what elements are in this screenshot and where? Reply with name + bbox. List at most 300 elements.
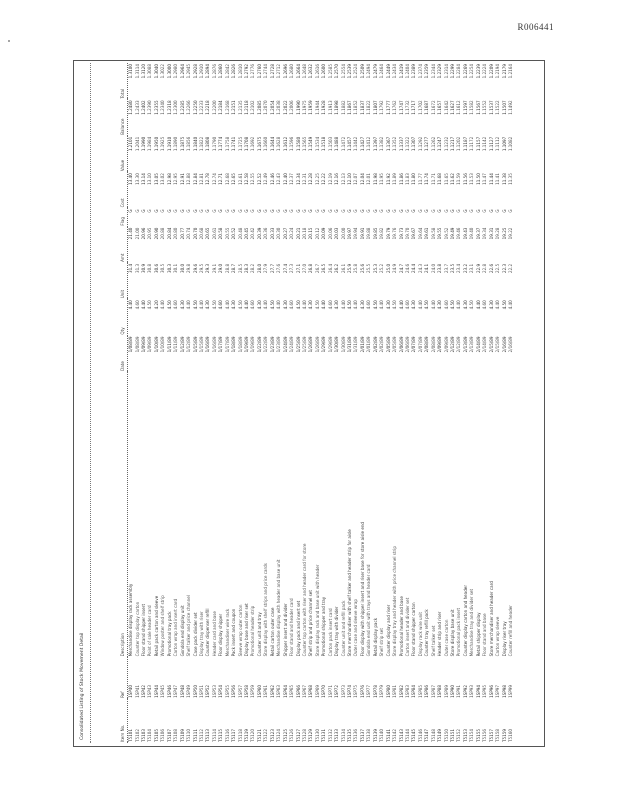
table-cell: 26.7 <box>314 263 320 274</box>
table-cell: 28.5 <box>237 263 243 274</box>
table-cell: 12.58 <box>244 173 250 185</box>
table-cell: 4.60 <box>173 300 179 310</box>
table-cell: 29.1 <box>211 263 217 274</box>
table-cell: Outer case and sleeve wrap <box>353 599 359 657</box>
table-cell: 24.4 <box>411 263 417 274</box>
table-cell: Merchandiser wire rack <box>224 608 230 657</box>
table-cell: 1.2539 <box>347 64 353 79</box>
table-cell: 1/12/89 <box>186 336 192 353</box>
table-cell: 1.2194 <box>495 64 501 79</box>
table-cell: G <box>147 209 153 213</box>
table-cell: 23.7 <box>443 263 449 274</box>
table-cell: 1.1984 <box>147 136 153 152</box>
table-row <box>508 63 514 743</box>
table-cell: 1.2509 <box>359 64 365 79</box>
table-cell: 4.50 <box>237 300 243 310</box>
table-cell: 1.1950 <box>153 136 159 152</box>
table-cell: T5120 <box>250 729 256 742</box>
table-cell: 1SP80 <box>385 685 391 698</box>
table-cell: Counter unit and refill pack <box>340 600 346 657</box>
table-cell: 11.38 <box>501 173 507 185</box>
table-cell: 1.1807 <box>372 100 378 115</box>
table-cell: 1.1597 <box>462 100 468 115</box>
table-cell: 1.1112 <box>495 136 501 152</box>
table-cell: 2/07/89 <box>411 336 417 353</box>
table-cell: 1.2696 <box>282 64 288 79</box>
table-cell: 1.2285 <box>179 100 185 115</box>
table-cell: 4.40 <box>417 300 423 310</box>
table-cell: 2/02/89 <box>372 336 378 353</box>
table-cell: G <box>359 209 365 213</box>
table-cell: Counter unit and tray <box>256 612 262 657</box>
table-cell: 4.30 <box>437 300 443 310</box>
table-cell: Store display tray and header with price channel strip <box>392 546 398 657</box>
table-cell: 4.50 <box>314 300 320 310</box>
table-cell: 12.81 <box>198 173 204 185</box>
table-cell: T5159 <box>501 729 507 742</box>
table-cell: G <box>430 209 436 213</box>
table-cell: Shelf strip set <box>379 628 385 657</box>
table-cell: 1.1758 <box>224 136 230 152</box>
table-cell: 30.9 <box>141 263 147 274</box>
table-cell: 1.1890 <box>173 136 179 152</box>
table-cell: 20.52 <box>231 227 237 240</box>
table-cell: 4.40 <box>186 300 192 310</box>
table-cell: 1SP78 <box>372 685 378 698</box>
table-cell: 1.1488 <box>334 136 340 152</box>
table-cell: 1/25/89 <box>301 336 307 353</box>
table-cell: 19.25 <box>501 227 507 240</box>
table-cell: G <box>141 209 147 213</box>
table-cell: 12.78 <box>205 173 211 185</box>
table-cell: 1.2151 <box>231 100 237 115</box>
table-cell: 1.1959 <box>308 100 314 115</box>
table-cell: G <box>224 209 230 213</box>
table-cell: G <box>192 209 198 213</box>
table-cell: G <box>263 209 269 213</box>
table-cell: 20.88 <box>160 227 166 240</box>
table-cell: T5107 <box>166 729 172 742</box>
table-cell: T5143 <box>398 729 404 742</box>
table-cell: 11.77 <box>417 173 423 185</box>
rotated-table-content <box>76 63 541 743</box>
table-cell: G <box>301 209 307 213</box>
table-cell: 1.1277 <box>424 136 430 152</box>
table-cell: 1.2554 <box>340 64 346 79</box>
table-cell: 24.3 <box>417 263 423 274</box>
table-cell: 1SP69 <box>314 685 320 698</box>
table-cell: G <box>269 209 275 213</box>
table-cell: 1.1990 <box>141 136 147 152</box>
table-cell: Display riser tray <box>501 621 507 657</box>
table-cell: T5114 <box>211 729 217 742</box>
table-cell: T5152 <box>456 729 462 742</box>
table-cell: 1.3100 <box>128 64 134 79</box>
table-cell: Header strip and riser <box>437 611 443 657</box>
table-cell: 1.1097 <box>501 136 507 152</box>
table-cell: T5117 <box>231 729 237 742</box>
table-cell: 1.2184 <box>218 100 224 115</box>
table-cell: 1.1642 <box>443 100 449 115</box>
table-cell: 1.1507 <box>501 100 507 115</box>
table-cell: 30.3 <box>166 263 172 274</box>
table-cell: 11.89 <box>392 173 398 185</box>
table-cell: 1.2480 <box>128 100 134 115</box>
table-cell: 12.31 <box>301 173 307 185</box>
table-cell: 1.1322 <box>404 136 410 152</box>
table-cell: Promotional tray pack <box>166 611 172 657</box>
table-cell: G <box>250 209 256 213</box>
table-cell: 1.2168 <box>224 100 230 115</box>
table-cell: 4.30 <box>179 300 185 310</box>
table-cell: 12.52 <box>256 173 262 185</box>
table-cell: 11.56 <box>462 173 468 185</box>
table-cell: 2/01/89 <box>366 336 372 353</box>
table-cell: 12.95 <box>173 173 179 185</box>
table-cell: 11.98 <box>372 173 378 185</box>
table-cell: 11.92 <box>385 173 391 185</box>
table-cell: 11.59 <box>456 173 462 185</box>
table-cell: 4.30 <box>282 300 288 310</box>
column-header: Ref <box>91 657 128 699</box>
table-cell: G <box>314 209 320 213</box>
table-cell: 12.84 <box>192 173 198 185</box>
table-cell: 1.1925 <box>160 136 166 152</box>
table-cell: 11.74 <box>424 173 430 185</box>
table-cell: 1SP43 <box>147 685 153 698</box>
table-cell: 19.76 <box>392 227 398 240</box>
table-cell: 1.1822 <box>198 136 204 152</box>
table-cell: 1.2664 <box>295 64 301 79</box>
table-cell: 23.2 <box>462 263 468 274</box>
table-cell: Merchandise tray and divider set <box>469 588 475 657</box>
table-cell: 27.0 <box>301 263 307 274</box>
table-cell: 29.0 <box>218 263 224 274</box>
table-cell: 1.1732 <box>404 100 410 115</box>
table-cell: T5126 <box>289 729 295 742</box>
table-cell: 1.2404 <box>404 64 410 79</box>
table-cell: 1.1875 <box>179 136 185 152</box>
table-cell: 1.2299 <box>450 64 456 79</box>
table-cell: 1.2070 <box>263 100 269 115</box>
table-cell: T5128 <box>301 729 307 742</box>
table-cell: 1.1247 <box>437 136 443 152</box>
table-cell: 12.61 <box>237 173 243 185</box>
table-cell: G <box>366 209 372 213</box>
table-cell: 12.16 <box>334 173 340 185</box>
table-cell: 22.6 <box>488 263 494 274</box>
table-cell: T5133 <box>334 729 340 742</box>
table-cell: T5138 <box>366 729 372 742</box>
table-cell: 1.2038 <box>276 100 282 115</box>
table-cell: Sleeve wrap outer carton <box>237 604 243 657</box>
table-cell: 31.3 <box>134 263 140 274</box>
table-cell: 1.1708 <box>244 136 250 152</box>
table-cell: 20.84 <box>166 227 172 240</box>
table-cell: 1SP84 <box>411 685 417 698</box>
table-cell: G <box>404 209 410 213</box>
table-cell: 1.2085 <box>256 100 262 115</box>
table-cell: 1SP74 <box>347 685 353 698</box>
table-cell: 1SP96 <box>488 685 494 698</box>
table-cell: 1SP47 <box>173 685 179 698</box>
table-cell: 27.4 <box>282 263 288 274</box>
table-cell: 4.40 <box>340 300 346 310</box>
table-cell: Counter display carton and header <box>462 585 468 657</box>
column-header: Amt <box>91 227 128 263</box>
table-cell: 1.1913 <box>327 100 333 115</box>
table-cell: G <box>173 209 179 213</box>
table-cell: 1.2744 <box>263 64 269 79</box>
table-cell: 1SP85 <box>417 685 423 698</box>
table-cell: 1/16/89 <box>205 336 211 353</box>
table-cell: 1.2318 <box>166 100 172 115</box>
table-cell: 26.5 <box>321 263 327 274</box>
table-cell: 1.1762 <box>392 100 398 115</box>
table-cell: T5116 <box>224 729 230 742</box>
table-cell: 19.82 <box>379 227 385 240</box>
table-cell: 1.2449 <box>385 64 391 79</box>
table-cell: 1.1852 <box>353 100 359 115</box>
table-cell: 2/12/89 <box>450 336 456 353</box>
table-cell: 4.40 <box>379 300 385 310</box>
table-cell: T5113 <box>205 729 211 742</box>
table-cell: T5157 <box>488 729 494 742</box>
table-cell: 12.40 <box>282 173 288 185</box>
table-cell: 1SP72 <box>334 685 340 698</box>
table-cell: Carton pack insert card <box>327 608 333 657</box>
table-cell: 1.1741 <box>231 136 237 152</box>
table-cell: 20.39 <box>256 227 262 240</box>
table-cell: 1.1412 <box>366 136 372 152</box>
table-cell: 12.65 <box>231 173 237 185</box>
table-cell: 1/31/89 <box>353 336 359 353</box>
table-cell: 1SP92 <box>462 685 468 698</box>
table-cell: 1.1990 <box>295 100 301 115</box>
table-cell: 4.40 <box>160 300 166 310</box>
table-cell: 27.9 <box>263 263 269 274</box>
table-cell: 19.40 <box>469 227 475 240</box>
table-cell: 1/25/89 <box>295 336 301 353</box>
table-cell: 1/15/89 <box>192 336 198 353</box>
table-cell: G <box>327 209 333 213</box>
table-cell: 13.40 <box>128 173 134 185</box>
table-cell: 4.40 <box>353 300 359 310</box>
table-cell: Counter top display carton <box>134 601 140 657</box>
table-cell: Carton wrap sleeve <box>495 616 501 657</box>
table-cell: 20.90 <box>153 227 159 240</box>
table-cell: 1.2266 <box>186 100 192 115</box>
table-cell: 1.1747 <box>398 100 404 115</box>
table-cell: 19.22 <box>507 227 513 240</box>
table-cell: 1.1567 <box>475 100 481 115</box>
table-cell: 25.5 <box>366 263 372 274</box>
table-cell: 1.1367 <box>385 136 391 152</box>
table-cell: 1SP49 <box>186 685 192 698</box>
table-cell: 4.50 <box>469 300 475 310</box>
table-cell: 1SP76 <box>359 685 365 698</box>
table-cell: 20.45 <box>244 227 250 240</box>
table-cell: 4.40 <box>263 300 269 310</box>
table-cell: 1.1382 <box>379 136 385 152</box>
table-cell: 1.3114 <box>134 64 140 79</box>
table-cell: 27.7 <box>269 263 275 274</box>
table-cell: Counter top carton with riser and header card for store <box>301 543 307 657</box>
table-cell: 13.02 <box>160 173 166 185</box>
table-cell: G <box>456 209 462 213</box>
table-cell: 1SP91 <box>456 685 462 698</box>
table-cell: 30.1 <box>173 263 179 274</box>
table-cell: 20.58 <box>218 227 224 240</box>
table-cell: G <box>134 209 140 213</box>
table-cell: 30.8 <box>147 263 153 274</box>
table-cell: 4.30 <box>488 300 494 310</box>
table-cell: 4.50 <box>147 300 153 310</box>
table-cell: 4.40 <box>301 300 307 310</box>
table-cell: 1.1627 <box>450 100 456 115</box>
table-cell: T5153 <box>462 729 468 742</box>
table-cell: 20.12 <box>314 227 320 240</box>
table-cell: 1.2041 <box>134 136 140 152</box>
table-cell: 19.70 <box>404 227 410 240</box>
table-cell: 1.2374 <box>417 64 423 79</box>
table-cell: 20.74 <box>186 227 192 240</box>
table-cell: Promotional shipper and tray <box>321 596 327 657</box>
table-cell: 23.8 <box>437 263 443 274</box>
table-cell: T5151 <box>450 729 456 742</box>
table-cell: 1.1675 <box>256 136 262 152</box>
table-cell: 1.2390 <box>147 100 153 115</box>
table-cell: 1SP81 <box>392 685 398 698</box>
table-cell: 12.01 <box>366 173 372 185</box>
table-cell: 1SP42 <box>141 685 147 698</box>
table-cell: 1SP60 <box>256 685 262 698</box>
rotated-table-frame <box>73 60 545 747</box>
table-cell: 1SP51 <box>198 685 204 698</box>
table-cell: 23.4 <box>456 263 462 274</box>
table-cell: T5141 <box>385 729 391 742</box>
table-cell: 1.2632 <box>308 64 314 79</box>
table-cell: 4.40 <box>398 300 404 310</box>
table-cell: 12.07 <box>353 173 359 185</box>
table-cell: 1.2233 <box>198 100 204 115</box>
table-cell: 26.1 <box>340 263 346 274</box>
table-cell: Floor stand and header card <box>289 598 295 657</box>
table-cell: 1SP67 <box>301 685 307 698</box>
table-cell: 1SP41 <box>134 685 140 698</box>
table-cell: 28.8 <box>224 263 230 274</box>
table-cell: 4.40 <box>430 300 436 310</box>
table-cell: 12.68 <box>224 173 230 185</box>
table-cell: 11.47 <box>482 173 488 185</box>
table-cell: Case pack divider set <box>192 612 198 657</box>
table-cell: T5124 <box>276 729 282 742</box>
table-cell: Gondola end display unit <box>179 605 185 657</box>
table-cell: 1.2680 <box>289 64 295 79</box>
table-cell: 4.50 <box>347 300 353 310</box>
column-header: Cost <box>91 172 128 208</box>
table-cell: G <box>205 209 211 213</box>
table-cell: G <box>437 209 443 213</box>
table-cell: 11.50 <box>475 173 481 185</box>
table-cell: 2/08/89 <box>430 336 436 353</box>
table-cell: 4.50 <box>295 300 301 310</box>
table-cell: G <box>385 209 391 213</box>
table-cell: 28.2 <box>250 263 256 274</box>
table-cell: 13.10 <box>147 173 153 185</box>
table-cell: 19.46 <box>456 227 462 240</box>
table-cell: 1.2910 <box>198 64 204 79</box>
table-cell: 29.5 <box>198 263 204 274</box>
table-cell: 4.40 <box>475 300 481 310</box>
table-cell: 2/15/89 <box>495 336 501 353</box>
table-cell: Shelf talker set <box>430 625 436 657</box>
table-cell: G <box>372 209 378 213</box>
table-cell: 27.3 <box>289 263 295 274</box>
table-cell: 1.1792 <box>379 100 385 115</box>
table-cell: Carton wrap and insert card <box>173 598 179 657</box>
table-cell: 1/12/89 <box>179 336 185 353</box>
table-cell: 12.37 <box>289 173 295 185</box>
table-cell: 12.10 <box>347 173 353 185</box>
table-cell: 1.1822 <box>366 100 372 115</box>
table-cell: 22.8 <box>482 263 488 274</box>
table-cell: 1.1127 <box>488 136 494 152</box>
table-cell: 4.50 <box>501 300 507 310</box>
table-cell: 4.60 <box>250 300 256 310</box>
table-cell: 1.1549 <box>308 136 314 152</box>
table-cell: Floor display shipper <box>218 613 224 657</box>
table-cell: Display base and riser set <box>244 603 250 657</box>
table-cell: G <box>186 209 192 213</box>
table-cell: Floor stand and base <box>482 613 488 657</box>
table-cell: G <box>424 209 430 213</box>
table-cell: 19.58 <box>430 227 436 240</box>
table-cell: 1SP79 <box>379 685 385 698</box>
table-cell: 1/29/89 <box>327 336 333 353</box>
table-cell: Store merchandiser and header card <box>488 581 494 657</box>
table-cell: 30.5 <box>160 263 166 274</box>
table-cell: 1/24/89 <box>282 336 288 353</box>
table-cell: 1.1172 <box>469 136 475 152</box>
table-cell: 2/13/89 <box>469 336 475 353</box>
table-cell: T5142 <box>392 729 398 742</box>
table-cell: 1.2570 <box>334 64 340 79</box>
table-row <box>128 63 135 743</box>
table-cell: 1.2648 <box>301 64 307 79</box>
table-cell: 22.2 <box>507 263 513 274</box>
table-cell: 1.2254 <box>469 64 475 79</box>
table-cell: 1.2200 <box>211 100 217 115</box>
table-cell: Retail pack carton and sleeve <box>153 595 159 657</box>
table-cell: 1.3040 <box>153 64 159 79</box>
table-cell: T5158 <box>495 729 501 742</box>
table-cell: 1.2464 <box>379 64 385 79</box>
table-cell: 1.1725 <box>237 136 243 152</box>
table-cell: G <box>166 209 172 213</box>
scan-speck <box>8 40 10 42</box>
table-cell: 1.1596 <box>289 136 295 152</box>
table-cell: 1/17/89 <box>224 336 230 353</box>
table-cell: 1.2389 <box>411 64 417 79</box>
table-cell: 1.2826 <box>231 64 237 79</box>
table-cell: 4.30 <box>359 300 365 310</box>
table-cell: 1.2494 <box>366 64 372 79</box>
table-cell: 1.1157 <box>475 136 481 152</box>
table-cell: 1.2218 <box>205 100 211 115</box>
table-cell: 20.27 <box>282 227 288 240</box>
table-cell: 13.05 <box>153 173 159 185</box>
